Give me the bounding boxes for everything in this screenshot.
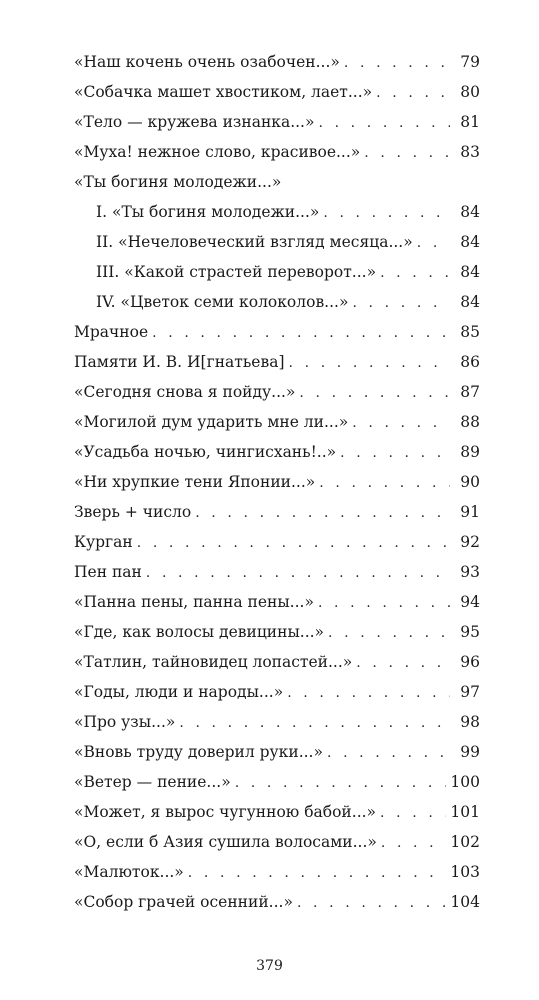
- toc-entry: [74, 557, 480, 587]
- dot-leader: [356, 648, 450, 678]
- dot-leader: [323, 198, 450, 228]
- toc-entry-page: 89: [460, 443, 480, 461]
- dot-leader: [352, 288, 450, 318]
- dot-leader: [318, 108, 450, 138]
- toc-entry: [74, 77, 480, 107]
- dot-leader: [188, 858, 447, 888]
- toc-entry: [74, 767, 480, 797]
- dot-leader: [328, 618, 450, 648]
- toc-entry-page: 84: [460, 203, 480, 221]
- dot-leader: [318, 588, 450, 618]
- toc-entry-page: 88: [460, 413, 480, 431]
- toc-entry-page: 99: [460, 743, 480, 761]
- toc-entry: [74, 317, 480, 347]
- toc-entry: [74, 47, 480, 77]
- dot-leader: [289, 348, 451, 378]
- toc-entry-title: «Панна пены, панна пены...»: [74, 593, 314, 611]
- toc-entry-title: «Ни хрупкие тени Японии...»: [74, 473, 316, 491]
- toc-subentry: [74, 287, 480, 317]
- dot-leader: [344, 48, 450, 78]
- toc-entry-title: Зверь + число: [74, 503, 192, 521]
- toc-entry: [74, 377, 480, 407]
- toc-entry-page: 95: [460, 623, 480, 641]
- dot-leader: [137, 528, 450, 558]
- toc-entry-title: «Наш кочень очень озабочен...»: [74, 53, 340, 71]
- toc-entry-page: 84: [460, 233, 480, 251]
- toc-entry: [74, 827, 480, 857]
- toc-entry-page: 96: [460, 653, 480, 671]
- toc-entry: [74, 737, 480, 767]
- toc-entry-title: «Вновь труду доверил руки...»: [74, 743, 323, 761]
- toc-entry-page: 94: [460, 593, 480, 611]
- toc-entry-title: «Тело — кружева изнанка...»: [74, 113, 315, 131]
- toc-entry-title: «О, если б Азия сушила волосами...»: [74, 833, 377, 851]
- toc-entry: [74, 647, 480, 677]
- dot-leader: [195, 498, 450, 528]
- toc-entry-page: 83: [460, 143, 480, 161]
- toc-entry-page: 91: [460, 503, 480, 521]
- dot-leader: [327, 738, 450, 768]
- toc-entry-title: «Муха! нежное слово, красивое...»: [74, 143, 361, 161]
- toc-entry-title: «Про узы...»: [74, 713, 176, 731]
- toc-entry-page: 80: [460, 83, 480, 101]
- dot-leader: [179, 708, 450, 738]
- toc-entry-title: «Ты богиня молодежи...»: [74, 173, 282, 191]
- toc-entry-title: I. «Ты богиня молодежи...»: [96, 203, 320, 221]
- dot-leader: [381, 828, 447, 858]
- toc-entry-title: «Ветер — пение...»: [74, 773, 231, 791]
- toc-entry-title: Мрачное: [74, 323, 149, 341]
- toc-entry-title: «Где, как волосы девицины...»: [74, 623, 325, 641]
- toc-entry-page: 85: [460, 323, 480, 341]
- dot-leader: [235, 768, 447, 798]
- toc-entry-title: «Татлин, тайновидец лопастей...»: [74, 653, 353, 671]
- toc-entry-page: 103: [450, 863, 480, 881]
- dot-leader: [340, 438, 450, 468]
- dot-leader: [287, 678, 450, 708]
- toc-entry-title: «Могилой дум ударить мне ли...»: [74, 413, 349, 431]
- dot-leader: [152, 318, 450, 348]
- toc-entry-title: «Усадьба ночью, чингисхань!..»: [74, 443, 337, 461]
- toc-entry-title: «Собачка машет хвостиком, лает...»: [74, 83, 373, 101]
- dot-leader: [297, 888, 446, 918]
- toc-entry: [74, 677, 480, 707]
- toc-entry-title: «Сегодня снова я пойду...»: [74, 383, 296, 401]
- toc-entry-title: Памяти И. В. И[гнатьева]: [74, 353, 285, 371]
- toc-entry: [74, 587, 480, 617]
- toc-subentry: [74, 257, 480, 287]
- toc-entry-title: «Может, я вырос чугунною бабой...»: [74, 803, 377, 821]
- toc-entry: [74, 797, 480, 827]
- toc-entry: [74, 347, 480, 377]
- dot-leader: [319, 468, 450, 498]
- toc-entry-page: 101: [450, 803, 480, 821]
- dot-leader: [364, 138, 450, 168]
- toc-entry-title: «Собор грачей осенний...»: [74, 893, 293, 911]
- dot-leader: [380, 798, 446, 828]
- toc-entry-page: 79: [460, 53, 480, 71]
- toc-entry: [74, 857, 480, 887]
- toc-entry-page: 86: [460, 353, 480, 371]
- table-of-contents: [74, 47, 480, 917]
- toc-entry: [74, 707, 480, 737]
- toc-entry-title: III. «Какой страстей переворот...»: [96, 263, 377, 281]
- toc-entry: [74, 107, 480, 137]
- toc-entry-title: Курган: [74, 533, 133, 551]
- toc-entry: [74, 527, 480, 557]
- toc-entry: [74, 887, 480, 917]
- toc-entry-page: 93: [460, 563, 480, 581]
- toc-entry: [74, 467, 480, 497]
- dot-leader: [376, 78, 450, 108]
- toc-entry: [74, 167, 480, 197]
- page-number: 379: [256, 958, 283, 974]
- toc-entry-page: 104: [450, 893, 480, 911]
- toc-entry: [74, 437, 480, 467]
- toc-entry-page: 87: [460, 383, 480, 401]
- toc-entry-page: 98: [460, 713, 480, 731]
- toc-subentry: [74, 197, 480, 227]
- dot-leader: [146, 558, 450, 588]
- toc-entry: [74, 137, 480, 167]
- toc-entry-page: 97: [460, 683, 480, 701]
- toc-entry-title: «Малюток...»: [74, 863, 184, 881]
- toc-entry-page: 102: [450, 833, 480, 851]
- toc-entry-page: 90: [460, 473, 480, 491]
- toc-entry-page: 81: [460, 113, 480, 131]
- dot-leader: [352, 408, 450, 438]
- toc-entry: [74, 407, 480, 437]
- dot-leader: [299, 378, 450, 408]
- toc-entry-page: 100: [450, 773, 480, 791]
- toc-entry-page: 84: [460, 263, 480, 281]
- dot-leader: [417, 228, 450, 258]
- toc-subentry: [74, 227, 480, 257]
- toc-entry-title: IV. «Цветок семи колоколов...»: [96, 293, 349, 311]
- toc-entry-title: Пен пан: [74, 563, 142, 581]
- toc-entry: [74, 497, 480, 527]
- dot-leader: [380, 258, 450, 288]
- toc-entry: [74, 617, 480, 647]
- toc-entry-title: «Годы, люди и народы...»: [74, 683, 284, 701]
- toc-entry-title: II. «Нечеловеческий взгляд месяца...»: [96, 233, 413, 251]
- toc-entry-page: 92: [460, 533, 480, 551]
- toc-entry-page: 84: [460, 293, 480, 311]
